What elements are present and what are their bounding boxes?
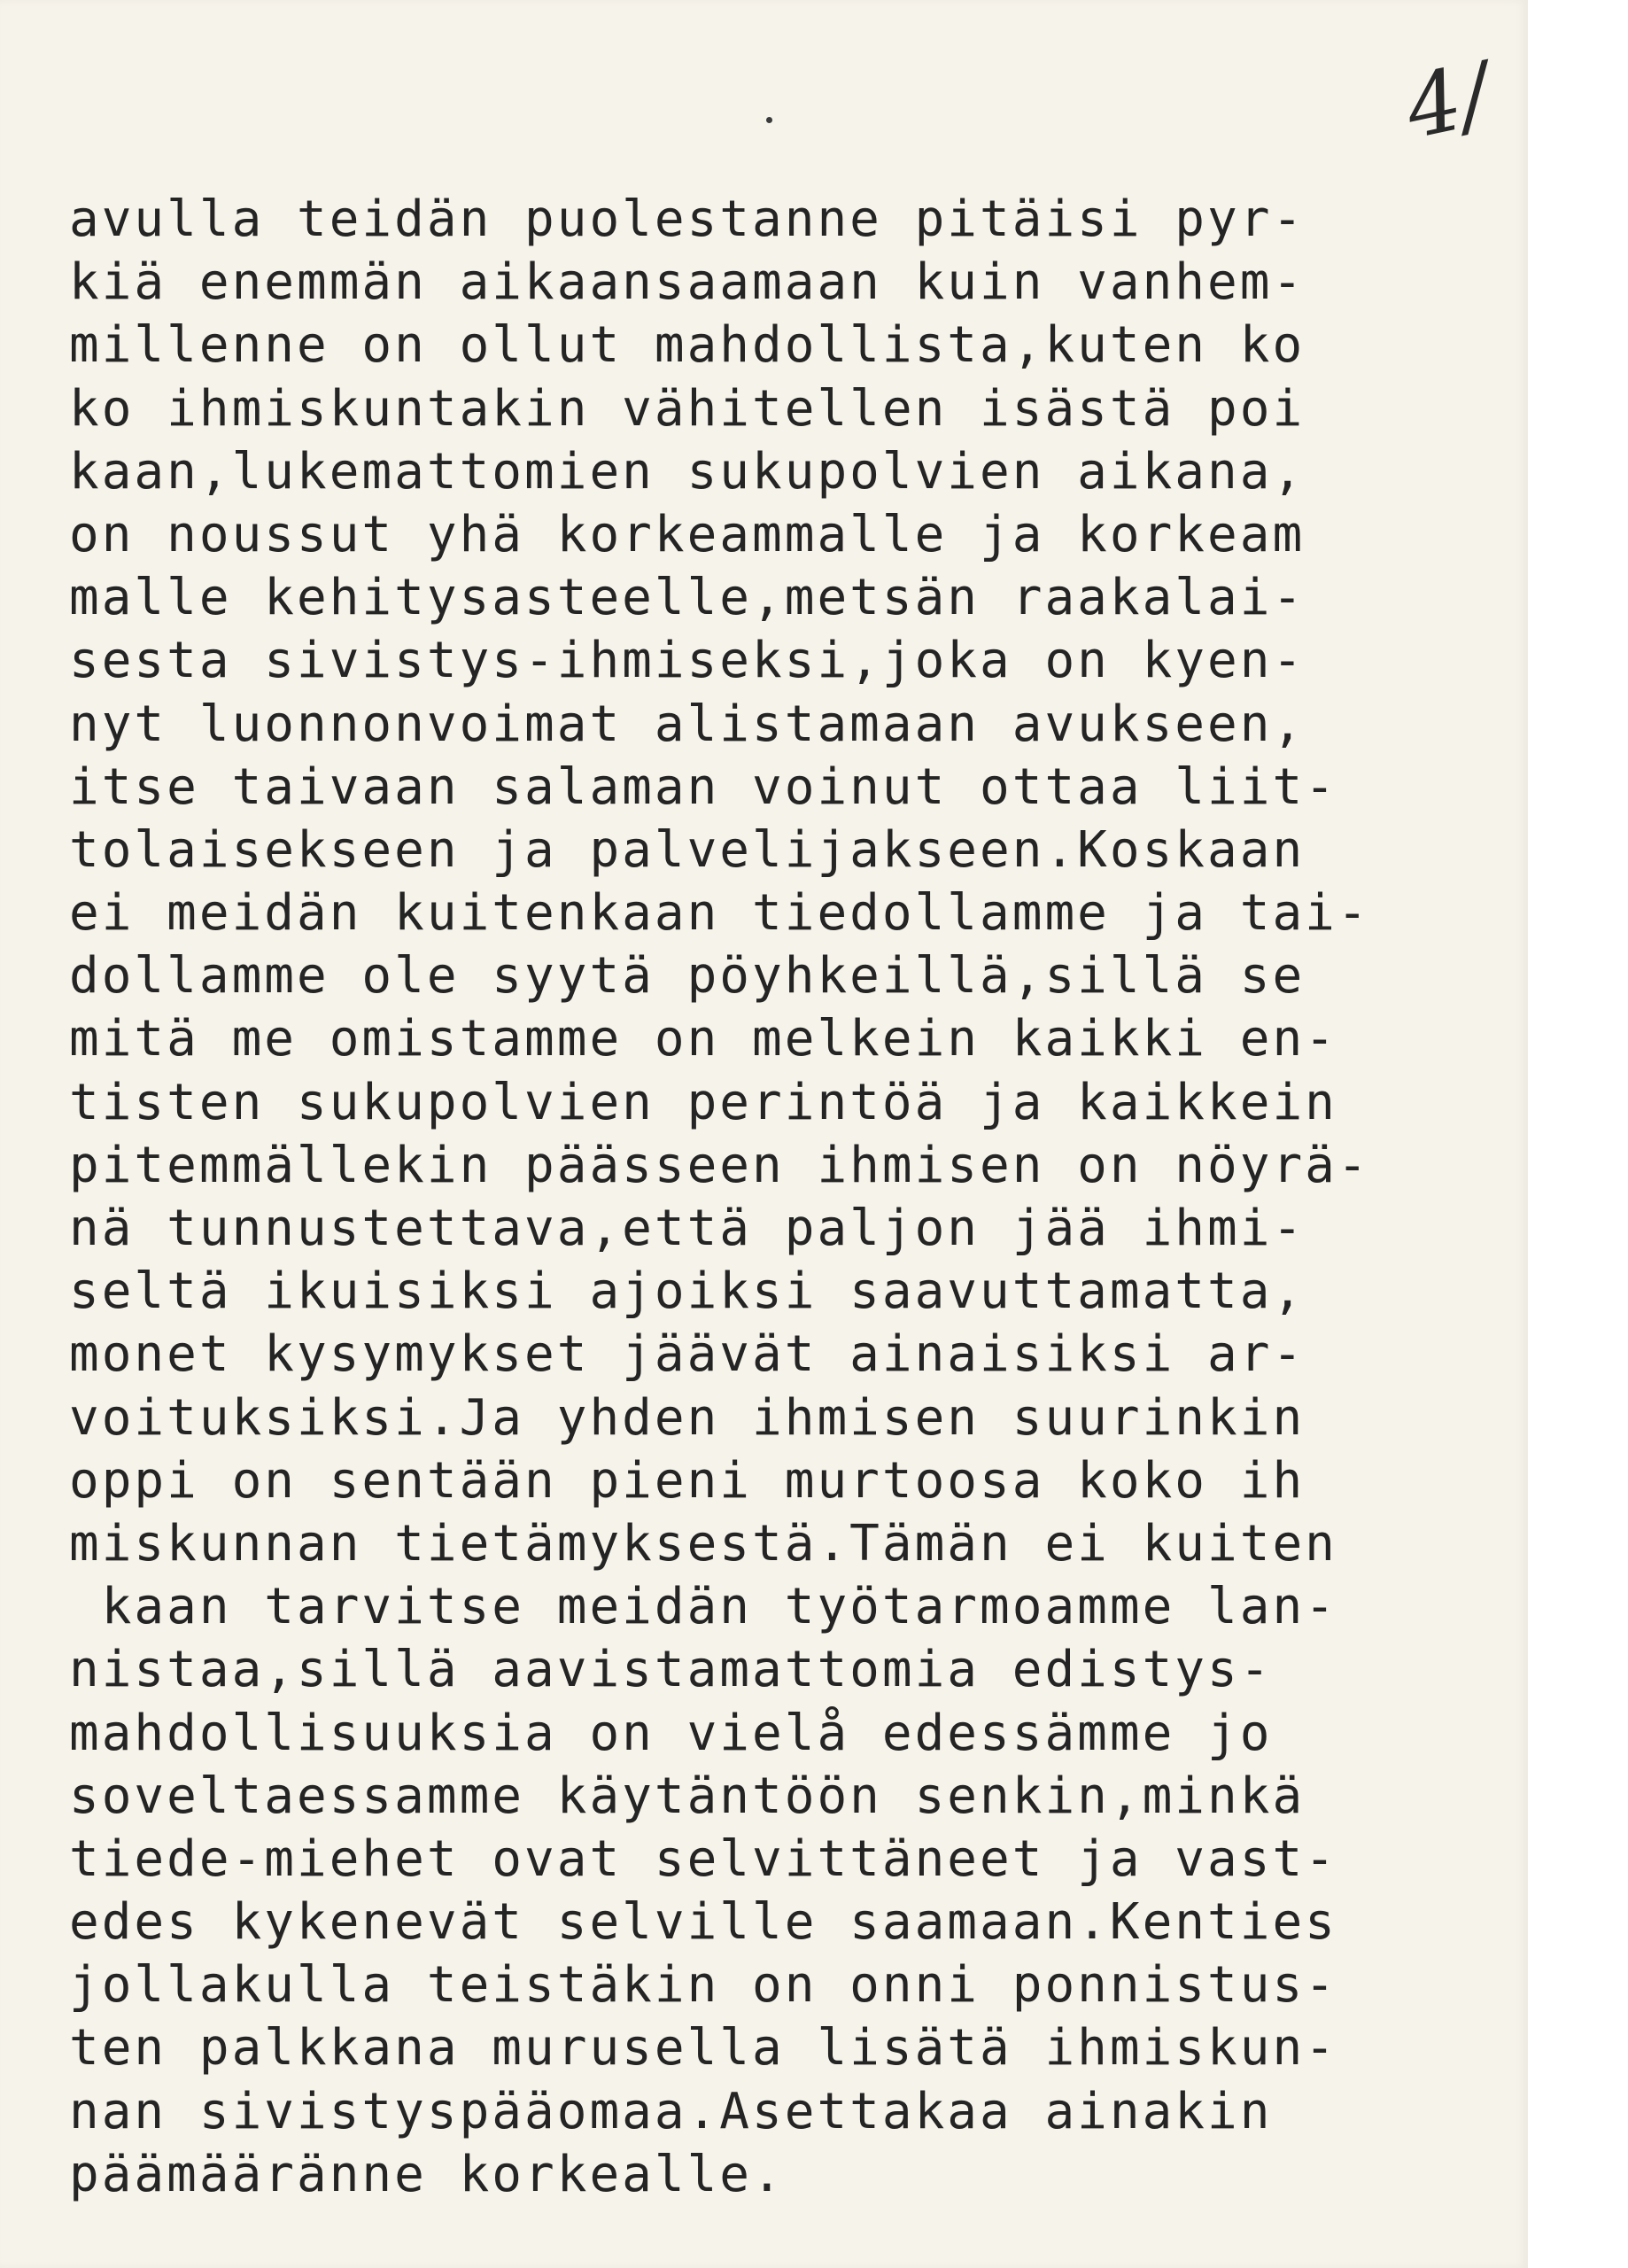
text-line: tisten sukupolvien perintöä ja kaikkein (69, 1073, 1337, 1131)
text-line: ten palkkana murusella lisätä ihmiskun- (69, 2019, 1337, 2078)
text-line: soveltaessamme käytäntöön senkin,minkä (69, 1767, 1306, 1825)
text-line: mahdollisuuksia on vielå edessämme jo (69, 1704, 1273, 1762)
text-line: dollamme ole syytä pöyhkeillä,sillä se (69, 947, 1306, 1006)
text-line: ko ihmiskuntakin vähitellen isästä poi (69, 379, 1306, 438)
text-line: mitä me omistamme on melkein kaikki en- (69, 1010, 1337, 1068)
text-line: nistaa,sillä aavistamattomia edistys- (69, 1641, 1273, 1699)
ink-dot (766, 117, 772, 123)
text-line: voituksiksi.Ja yhden ihmisen suurinkin (69, 1388, 1306, 1447)
background-margin (1528, 0, 1628, 2268)
text-line: kaan,lukemattomien sukupolvien aikana, (69, 442, 1306, 501)
text-line: on noussut yhä korkeammalle ja korkeam (69, 505, 1306, 563)
text-line: oppi on sentään pieni murtoosa koko ih (69, 1451, 1306, 1510)
text-line: nan sivistyspääomaa.Asettakaa ainakin (69, 2082, 1273, 2140)
text-line: monet kysymykset jäävät ainaisiksi ar- (69, 1325, 1306, 1384)
text-line: nyt luonnonvoimat alistamaan avukseen, (69, 695, 1306, 753)
text-line: nä tunnustettava,että paljon jää ihmi- (69, 1200, 1306, 1257)
text-line: avulla teidän puolestanne pitäisi pyr- (69, 190, 1306, 248)
text-line: miskunnan tietämyksestä.Tämän ei kuiten (69, 1514, 1337, 1573)
text-line: malle kehitysasteelle,metsän raakalai- (69, 569, 1306, 627)
page-number: 4/ (1397, 43, 1500, 159)
text-line: ei meidän kuitenkaan tiedollamme ja tai- (69, 884, 1370, 943)
text-line: itse taivaan salaman voinut ottaa liit- (69, 757, 1337, 816)
text-line: jollakulla teistäkin on onni ponnistus- (69, 1956, 1337, 2015)
text-line: edes kykenevät selville saamaan.Kenties (69, 1893, 1337, 1952)
text-line: kiä enemmän aikaansaamaan kuin vanhem- (69, 253, 1306, 312)
text-line: millenne on ollut mahdollista,kuten ko (69, 316, 1306, 375)
body-text (69, 188, 1522, 2206)
text-line: seltä ikuisiksi ajoiksi saavuttamatta, (69, 1262, 1306, 1321)
text-line: sesta sivistys-ihmiseksi,joka on kyen- (69, 632, 1306, 690)
text-line: tolaisekseen ja palvelijakseen.Koskaan (69, 820, 1306, 879)
text-line: kaan tarvitse meidän työtarmoamme lan- (69, 1578, 1337, 1636)
text-line: pitemmällekin päässeen ihmisen on nöyrä- (69, 1136, 1370, 1194)
text-line: päämääränne korkealle. (69, 2145, 785, 2203)
text-line: tiede-miehet ovat selvittäneet ja vast- (69, 1829, 1337, 1888)
